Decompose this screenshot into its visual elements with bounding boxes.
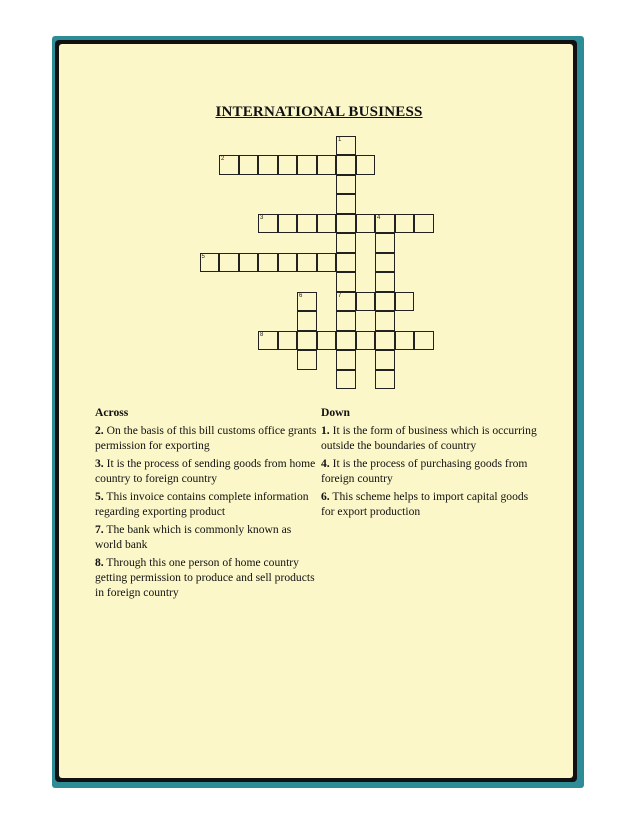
- crossword-cell: [375, 233, 395, 253]
- crossword-cell: [219, 253, 239, 273]
- crossword-cell: [258, 331, 278, 351]
- clue-text: It is the process of sending goods from home country to foreign country: [95, 457, 316, 485]
- crossword-cell: [336, 272, 356, 292]
- crossword-cell: [297, 253, 317, 273]
- crossword-cell: [356, 292, 376, 312]
- clue-number: 4.: [321, 457, 330, 470]
- clue-across-5: [95, 489, 317, 519]
- crossword-cell: [356, 214, 376, 234]
- clue-number-label: 7: [338, 292, 342, 299]
- crossword-cell: [336, 370, 356, 390]
- clue-text: Through this one person of home country getting permission to produce and sell products in foreign country: [95, 556, 315, 599]
- crossword-cell: [297, 311, 317, 331]
- worksheet-title: INTERNATIONAL BUSINESS: [215, 104, 423, 120]
- crossword-cell: [356, 155, 376, 175]
- across-heading: Across: [95, 406, 129, 419]
- crossword-cell: [395, 292, 415, 312]
- crossword-cell: [336, 136, 356, 156]
- clue-across-7: [95, 522, 317, 552]
- clue-number-label: 3: [260, 214, 264, 221]
- crossword-cell: [336, 311, 356, 331]
- crossword-cell: [297, 331, 317, 351]
- crossword-cell: [336, 155, 356, 175]
- crossword-cell: [395, 331, 415, 351]
- crossword-cell: [375, 331, 395, 351]
- across-clues: [95, 405, 317, 603]
- crossword-cell: [317, 331, 337, 351]
- crossword-cell: [336, 350, 356, 370]
- clue-number: 8.: [95, 556, 104, 569]
- crossword-cell: [317, 214, 337, 234]
- crossword-cell: [375, 370, 395, 390]
- clue-number-label: 1: [338, 136, 342, 143]
- clue-across-2: [95, 423, 317, 453]
- clue-number-label: 8: [260, 331, 264, 338]
- crossword-cell: [200, 253, 220, 273]
- clue-down-4: [321, 456, 543, 486]
- crossword-cell: [278, 214, 298, 234]
- clue-text: On the basis of this bill customs office grants permission for exporting: [95, 424, 317, 452]
- crossword-cell: [395, 214, 415, 234]
- clue-text: It is the process of purchasing goods from foreign country: [321, 457, 528, 485]
- crossword-cell: [336, 292, 356, 312]
- clue-text: This scheme helps to import capital goods for export production: [321, 490, 529, 518]
- clue-number-label: 2: [221, 156, 225, 162]
- crossword-cell: [375, 292, 395, 312]
- clue-text: It is the form of business which is occurring outside the boundaries of country: [321, 424, 537, 452]
- clue-text: The bank which is commonly known as world bank: [95, 523, 292, 551]
- clue-text: This invoice contains complete information regarding exporting product: [95, 490, 309, 518]
- crossword-cell: [258, 214, 278, 234]
- crossword-cell: [297, 155, 317, 175]
- crossword-cell: [297, 214, 317, 234]
- crossword-cell: [317, 155, 337, 175]
- crossword-cell: [297, 350, 317, 370]
- crossword-cell: [278, 331, 298, 351]
- clue-number-label: 4: [377, 214, 381, 221]
- clue-across-3: [95, 456, 317, 486]
- down-heading: Down: [321, 406, 350, 419]
- crossword-cell: [219, 155, 239, 175]
- crossword-cell: [297, 292, 317, 312]
- crossword-cell: [356, 331, 376, 351]
- clue-number: 1.: [321, 424, 330, 437]
- crossword-cell: [414, 331, 434, 351]
- crossword-cell: [258, 155, 278, 175]
- crossword-cell: [375, 214, 395, 234]
- crossword-cell: [414, 214, 434, 234]
- crossword-cell: [336, 214, 356, 234]
- clue-number: 6.: [321, 490, 330, 503]
- clue-down-6: [321, 489, 543, 519]
- crossword-cell: [375, 311, 395, 331]
- clue-down-1: [321, 423, 543, 453]
- crossword-cell: [278, 253, 298, 273]
- clue-number: 3.: [95, 457, 104, 470]
- crossword-cell: [375, 253, 395, 273]
- clue-number: 2.: [95, 424, 104, 437]
- crossword-cell: [336, 331, 356, 351]
- clue-number-label: 5: [201, 253, 205, 260]
- crossword-cell: [336, 233, 356, 253]
- clue-number: 5.: [95, 490, 104, 503]
- crossword-cell: [239, 155, 259, 175]
- clue-number-label: 6: [299, 292, 303, 299]
- clue-across-8: [95, 555, 317, 600]
- crossword-cell: [258, 253, 278, 273]
- crossword-cell: [336, 253, 356, 273]
- crossword-cell: [375, 350, 395, 370]
- crossword-cell: [278, 155, 298, 175]
- down-clues: [321, 405, 543, 522]
- crossword-cell: [239, 253, 259, 273]
- crossword-cell: [317, 253, 337, 273]
- crossword-cell: [375, 272, 395, 292]
- clue-number: 7.: [95, 523, 104, 536]
- crossword-cell: [336, 175, 356, 195]
- crossword-cell: [336, 194, 356, 214]
